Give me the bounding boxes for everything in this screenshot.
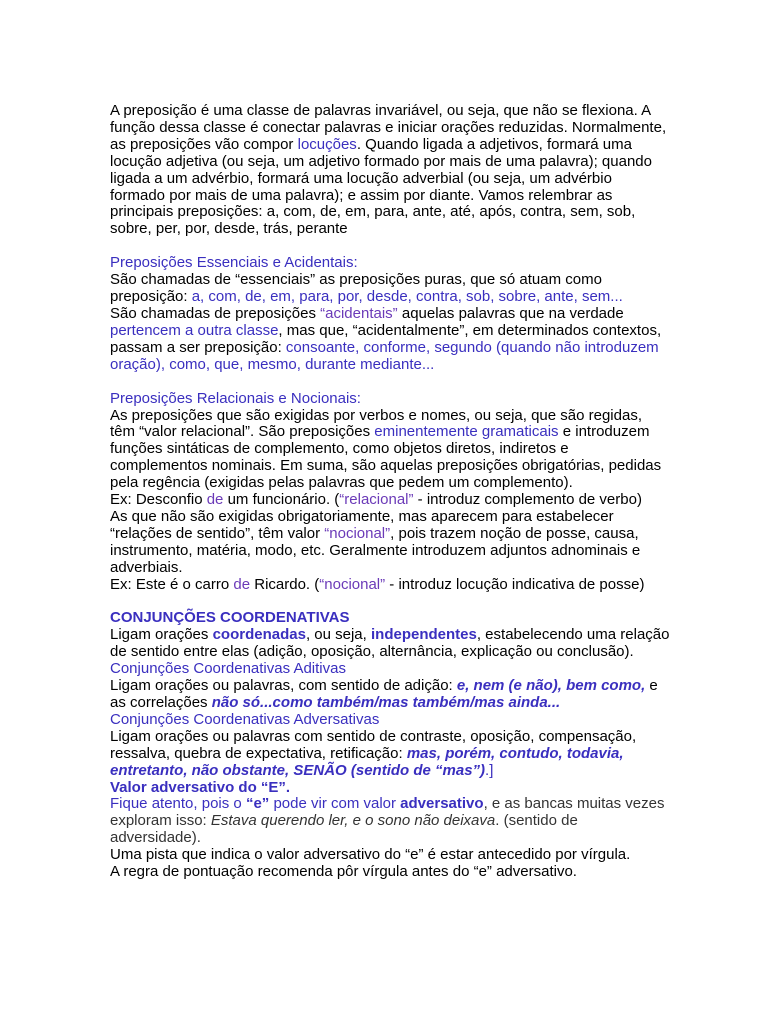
acidentais-text-3: , mas que, “acidentalmente”, em determinados contextos, passam a ser preposição: [110,321,662,356]
locucoes-link[interactable]: locuções [297,135,357,153]
independentes-term: independentes [370,626,477,644]
coordenadas-term: coordenadas [212,626,306,644]
acidentais-paragraph [110,306,670,374]
intro-paragraph [110,103,670,238]
valor-text-4: . (sentido de adversidade). [110,812,578,847]
adversativas-heading: Conjunções Coordenativas Adversativas [110,710,380,728]
valor-text-2: pode vir com valor [269,795,401,813]
acidentais-text: São chamadas de preposições [110,304,321,322]
example-text-2: um funcionário. ( [223,491,340,509]
acidentais-link[interactable]: “acidentais” [320,304,398,322]
relacionais-heading: Preposições Relacionais e Nocionais: [110,389,361,407]
example2-de-link[interactable]: de [233,575,251,593]
aditivas-heading: Conjunções Coordenativas Aditivas [110,660,346,678]
valor-example: Estava querendo ler, e o sono não deixava [210,812,496,830]
example2-text: Ex: Este é o carro [110,575,234,593]
example2-text-3: - introduz locução indicativa de posse) [385,575,645,593]
aditivas-correlacoes: não só...como também/mas também/mas ainda... [211,694,561,711]
gramaticais-link[interactable]: eminentemente gramaticais [374,423,559,441]
pista-line-1: Uma pista que indica o valor adversativo do “e” é estar antecedido por vírgula. [110,846,631,864]
aditivas-text-2: e as correlações [110,677,658,711]
acidentais-list-link[interactable]: consoante, conforme, segundo (quando não introduzem oração), como, que, mesmo, durante mediante... [110,338,659,373]
essenciais-text: São chamadas de “essenciais” as preposições puras, que só atuam como preposição: [110,271,602,306]
example2-text-2: Ricardo. ( [250,575,320,593]
example-relacional [110,492,670,509]
aditivas-list: e, nem (e não), bem como, [456,677,646,695]
essenciais-paragraph [110,272,670,306]
intro-text: A preposição é uma classe de palavras invariável, ou seja, que não se flexiona. A função dessa classe é conectar palavras e iniciar orações reduzidas. Normalmente, as preposições vão compor [110,102,667,153]
conjuncoes-heading: CONJUNÇÕES COORDENATIVAS [110,609,350,627]
nocional-link-2[interactable]: “nocional” [319,575,386,593]
conjuncoes-text-3: , estabelecendo uma relação de sentido entre elas (adição, oposição, alternância, explicação ou conclusão). [110,626,670,661]
nocionais-paragraph [110,509,670,577]
nocionais-text-2: , pois trazem noção de posse, causa, instrumento, matéria, modo, etc. Geralmente introduzem adjuntos adnominais e adverbiais. [110,524,641,576]
valor-text: Fique atento, pois o [110,795,246,813]
e-term: “e” [245,795,270,813]
example-text: Ex: Desconfio [110,491,207,509]
nocional-link[interactable]: “nocional” [324,524,391,542]
valor-text-3: , e as bancas muitas vezes exploram isso: [110,795,665,830]
adversativas-text: Ligam orações ou palavras com sentido de contraste, oposição, compensação, ressalva, quebra de expectativa, retificação: [110,727,637,762]
adversativo-term: adversativo [400,795,484,813]
pertencem-link[interactable]: pertencem a outra classe [110,321,279,339]
essenciais-list-link[interactable]: a, com, de, em, para, por, desde, contra, sob, sobre, ante, sem... [191,288,623,306]
example-nocional [110,577,670,594]
acidentais-text-2: aquelas palavras que na verdade [397,304,624,322]
adversativas-text-2: .] [485,761,494,779]
intro-text-continued: . Quando ligada a adjetivos, formará uma locução adjetiva (ou seja, um adjetivo formado por mais de uma palavra); quando ligada a um advérbio, formará uma locução adverbial (ou seja, um advérbio formado por mais de uma palavra); e assim por diante. Vamos relembrar as principais preposições: a, com, de, em, para, ante, até, após, contra, sem, sob, sobre, per, por, desde, trás, perante [110,135,652,238]
document-page [110,103,670,881]
valor-adversativo-paragraph [110,796,670,847]
adversativas-paragraph [110,729,670,780]
relacionais-text-2: e introduzem funções sintáticas de complemento, como objetos diretos, indiretos e complementos nominais. Em suma, são aquelas preposições obrigatórias, pedidas pela regência (exigidas pelas palavras que pedem um complemento). [110,423,662,492]
conjuncoes-paragraph [110,627,670,661]
example-de-link[interactable]: de [206,491,224,509]
essenciais-heading: Preposições Essenciais e Acidentais: [110,254,358,272]
adversativas-list: mas, porém, contudo, todavia, entretanto, não obstante, SENÃO (sentido de “mas”) [110,744,624,779]
nocionais-text: As que não são exigidas obrigatoriamente, mas aparecem para estabelecer “relações de sentido”, têm valor [110,507,614,542]
conjuncoes-text-2: , ou seja, [305,626,371,644]
aditivas-paragraph [110,678,670,712]
conjuncoes-text: Ligam orações [110,626,213,644]
valor-adversativo-heading: Valor adversativo do “E”. [110,778,291,796]
aditivas-text: Ligam orações ou palavras, com sentido de adição: [110,677,457,695]
relacionais-paragraph [110,408,670,493]
relacionais-text: As preposições que são exigidas por verbos e nomes, ou seja, que são regidas, têm “valor relacional”. São preposições [110,406,642,441]
relacional-link[interactable]: “relacional” [339,491,414,509]
pista-line-2: A regra de pontuação recomenda pôr vírgula antes do “e” adversativo. [110,863,577,881]
example-text-3: - introduz complemento de verbo) [413,491,642,509]
